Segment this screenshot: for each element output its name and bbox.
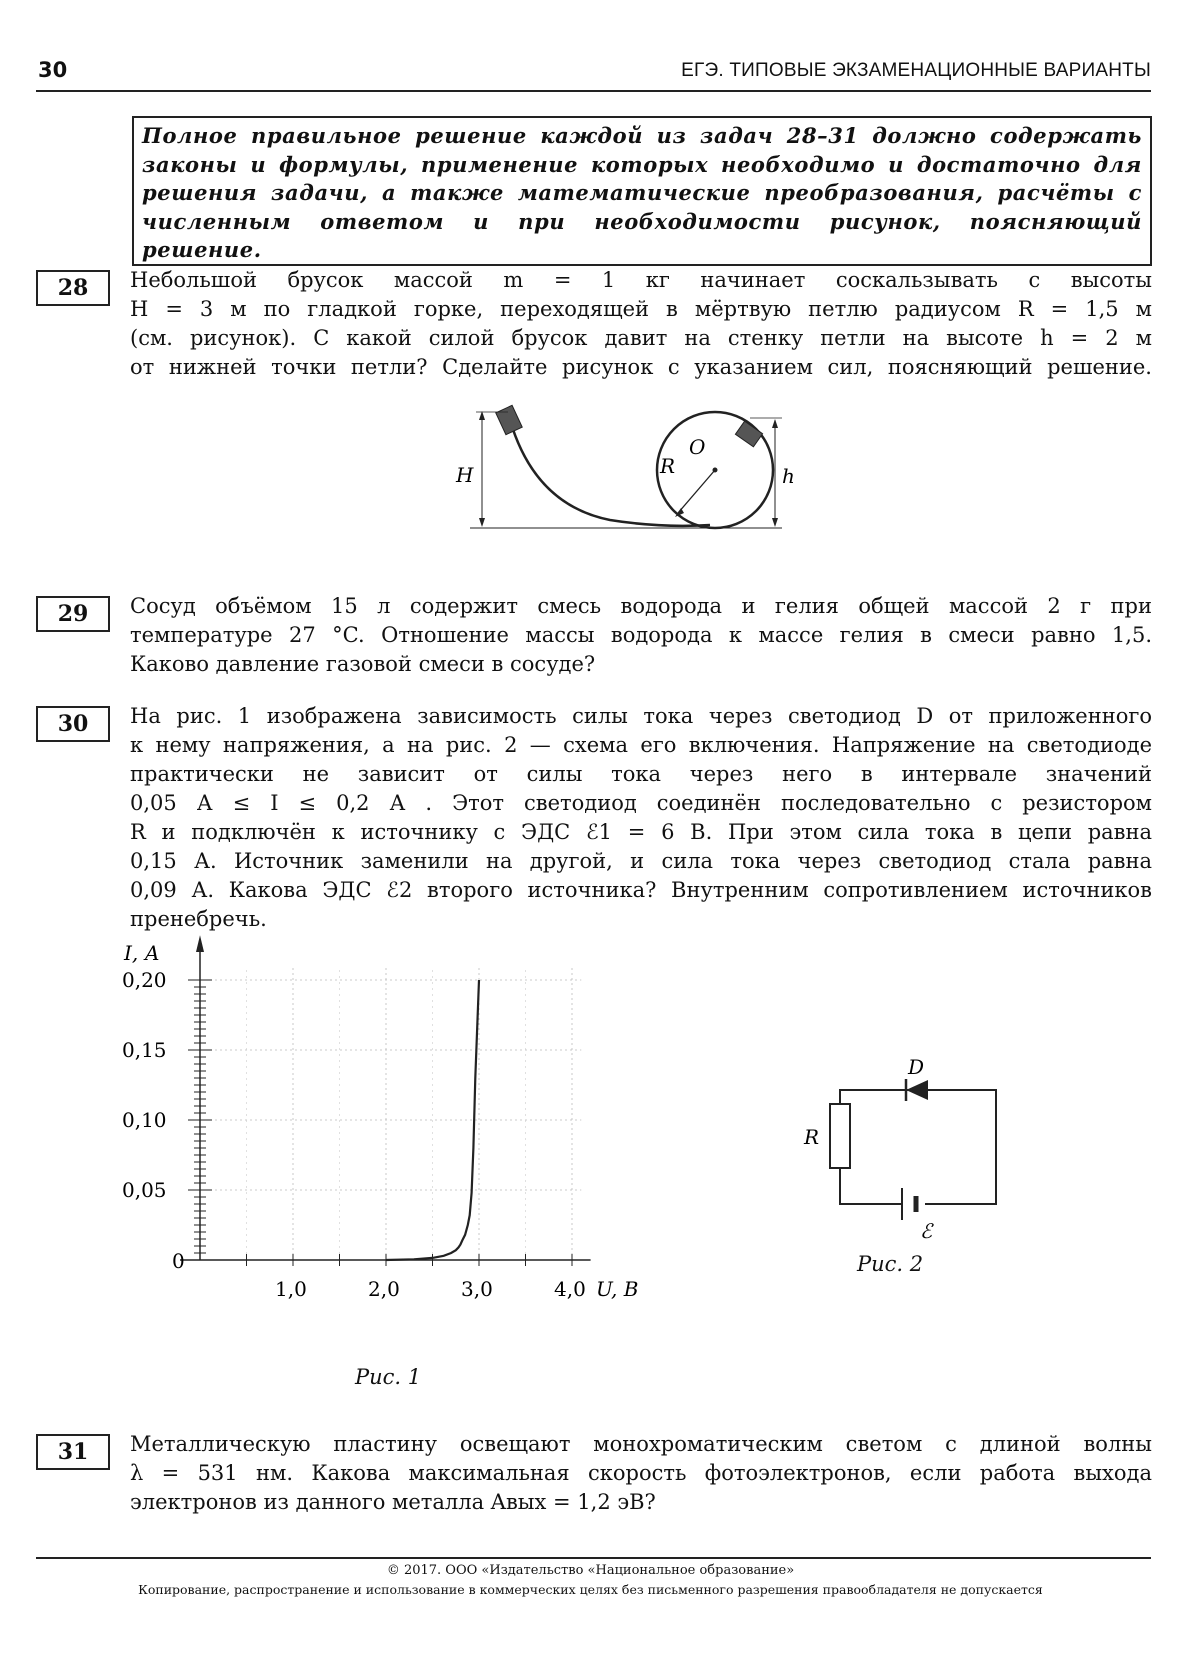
task-30-line: к нему напряжения, а на рис. 2 — схема его включения. Напряжение на светодиоде — [130, 733, 1152, 757]
h-label: h — [782, 464, 795, 488]
origin-label: 0 — [172, 1249, 185, 1273]
diode-icon — [906, 1080, 928, 1100]
diode-label: D — [908, 1055, 925, 1079]
x-axis-label: U, В — [596, 1277, 639, 1301]
y-tick-label: 0,20 — [122, 968, 167, 992]
O-label: O — [689, 435, 706, 459]
task-30-text — [130, 702, 1152, 934]
circuit-diagram — [790, 1055, 1010, 1243]
header-rule — [36, 90, 1151, 92]
x-tick-label: 2,0 — [368, 1277, 400, 1301]
task-31-line: λ = 531 нм. Какова максимальная скорость фотоэлектронов, если работа выхода — [130, 1461, 1152, 1485]
footer-copyright: © 2017. ООО «Издательство «Национальное образование» — [386, 1563, 795, 1578]
fig2-caption: Рис. 2 — [857, 1252, 924, 1276]
task-number-29: 29 — [36, 596, 110, 632]
solution-requirements-notice: Полное правильное решение каждой из задач 28–31 должно содержать законы и формулы, применение которых необходимо и достаточно для решения задачи, а также математические преобразования, расчёты с численным ответом и при необходимости рисунок, поясняющий решение. — [132, 116, 1152, 266]
footer-rule — [36, 1557, 1151, 1559]
task-number-31: 31 — [36, 1434, 110, 1470]
block-on-ramp-icon — [496, 405, 522, 434]
resistor-label: R — [804, 1125, 820, 1149]
footer-notice: Копирование, распространение и использование в коммерческих целях без письменного разрешения правообладателя не допускается — [138, 1582, 1043, 1597]
task-30-line: 0,05 А ≤ I ≤ 0,2 А . Этот светодиод соединён последовательно с резистором — [130, 791, 1152, 815]
task-29-line: Сосуд объёмом 15 л содержит смесь водорода и гелия общей массой 2 г при — [130, 594, 1152, 618]
running-header-title: ЕГЭ. ТИПОВЫЕ ЭКЗАМЕНАЦИОННЫЕ ВАРИАНТЫ — [681, 60, 1151, 81]
task-30-line: 0,15 А. Источник заменили на другой, и сила тока через светодиод стала равна — [130, 849, 1152, 873]
x-tick-label: 3,0 — [461, 1277, 493, 1301]
resistor-icon — [830, 1104, 850, 1168]
task-30-line: На рис. 1 изображена зависимость силы тока через светодиод D от приложенного — [130, 704, 1152, 728]
y-tick-label: 0,10 — [122, 1108, 167, 1132]
task-28-line: H = 3 м по гладкой горке, переходящей в мёртвую петлю радиусом R = 1,5 м — [130, 297, 1152, 321]
page-number: 30 — [38, 58, 68, 82]
y-axis-arrowhead — [196, 935, 204, 952]
circuit-wire — [840, 1168, 902, 1204]
x-tick-label: 4,0 — [554, 1277, 586, 1301]
task-31-line: электронов из данного металла Aвых = 1,2 эВ? — [130, 1490, 656, 1514]
task-29-line: Каково давление газовой смеси в сосуде? — [130, 652, 596, 676]
task-number-30: 30 — [36, 706, 110, 742]
y-tick-label: 0,05 — [122, 1178, 167, 1202]
task-30-line: 0,09 А. Какова ЭДС ℰ2 второго источника? Внутренним сопротивлением источников — [130, 878, 1152, 902]
task-30-line: R и подключён к источнику с ЭДС ℰ1 = 6 В. При этом сила тока в цепи равна — [130, 820, 1152, 844]
task-30-line: пренебречь. — [130, 907, 267, 931]
block-on-loop-icon — [735, 421, 762, 447]
circuit-wire — [840, 1090, 996, 1204]
loop-figure — [456, 410, 830, 560]
R-label: R — [660, 454, 676, 478]
task-28-line: Небольшой брусок массой m = 1 кг начинает соскальзывать с высоты — [130, 268, 1152, 292]
task-28-text — [130, 266, 1152, 382]
task-28-line: от нижней точки петли? Сделайте рисунок с указанием сил, поясняющий решение. — [130, 355, 1152, 379]
x-tick-label: 1,0 — [275, 1277, 307, 1301]
task-30-line: практически не зависит от силы тока через него в интервале значений — [130, 762, 1152, 786]
task-number-28: 28 — [36, 270, 110, 306]
task-29-line: температуре 27 °C. Отношение массы водорода к массе гелия в смеси равно 1,5. — [130, 623, 1152, 647]
H-label: H — [456, 463, 474, 487]
task-31-text — [130, 1430, 1152, 1517]
task-28-line: (см. рисунок). С какой силой брусок давит на стенку петли на высоте h = 2 м — [130, 326, 1152, 350]
source-label: ℰ — [920, 1219, 933, 1243]
radius-line — [678, 470, 715, 513]
task-29-text — [130, 592, 1152, 679]
y-tick-label: 0,15 — [122, 1038, 167, 1062]
y-axis-label: I, А — [124, 941, 160, 965]
iv-chart — [120, 941, 680, 1375]
fig1-caption: Рис. 1 — [355, 1365, 422, 1389]
task-31-line: Металлическую пластину освещают монохроматическим светом с длиной волны — [130, 1432, 1152, 1456]
